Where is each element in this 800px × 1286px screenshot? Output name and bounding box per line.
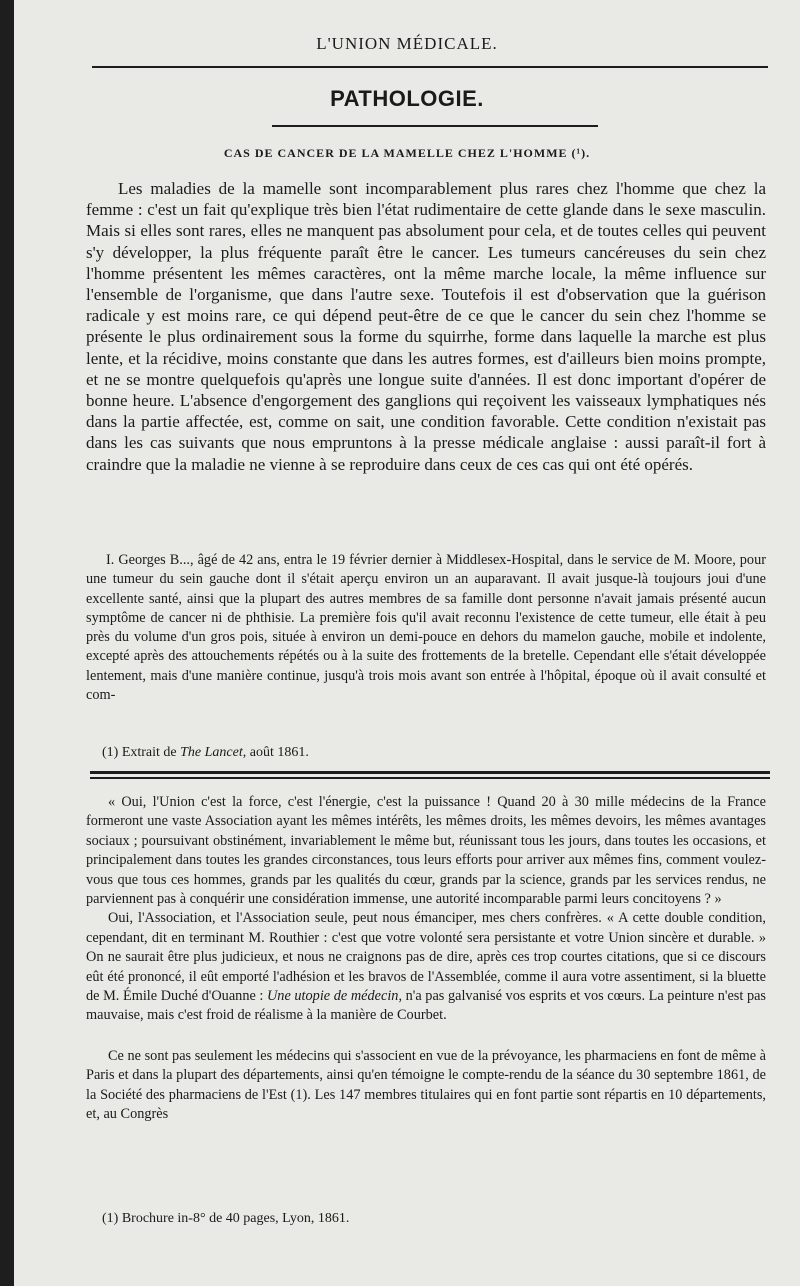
section-title: PATHOLOGIE. — [330, 86, 484, 111]
article-title-note-ref: (¹). — [571, 146, 591, 160]
article-footnote: (1) Extrait de The Lancet, août 1861. — [102, 745, 309, 760]
feuilleton-paragraph-2: Oui, l'Association, et l'Association seule, peut nous émanciper, mes chers confrères. « A cette double condition, cependant, dit en terminant M. Routhier : c'est que votre volonté sera persistante et votre Union sincère et durable. » On ne saurait être plus judicieux, et nous ne craignons pas de dire, après ces trop courtes citations, que si ce discours eût été prononcé, il eût emporté l'adhésion et les bravos de l'Assemblée, comme il aura votre assentiment, si la bluette de M. Émile Duché d'Ouanne : Une utopie de médecin, n'a pas galvanisé vos esprits et vos cœurs. La peinture n'est pas mauvaise, mais c'est froid de réalisme à la manière de Courbet. — [86, 910, 766, 1024]
newspaper-page — [14, 0, 800, 1286]
article-title-text: CAS DE CANCER DE LA MAMELLE CHEZ L'HOMME — [223, 146, 568, 160]
feuilleton-paragraph-3: Ce ne sont pas seulement les médecins qui s'associent en vue de la prévoyance, les pharmaciens en font de même à Paris et dans la plupart des départements, ainsi qu'en témoigne le compte-rendu de la séance du 30 septembre 1861, de la Société des pharmaciens de l'Est (1). Les 147 membres titulaires qui en font partie sont répartis en 10 départements, et, au Congrès — [86, 1047, 766, 1123]
section-title-underline — [272, 125, 598, 127]
case-paragraph: I. Georges B..., âgé de 42 ans, entra le 19 février dernier à Middlesex-Hospital, dans le service de M. Moore, pour une tumeur du sein gauche dont il s'était aperçu environ un an auparavant. Il avait jusque-là toujours joui d'une excellente santé, ainsi que la plupart des autres membres de sa famille dont personne n'avait jamais présenté aucun symptôme de cancer ni de phthisie. La première fois qu'il avait reconnu l'existence de cette tumeur, elle était à peu près du volume d'un gros pois, située à environ un demi-pouce en dehors du mamelon gauche, mobile et indolente, excepté après des attouchements répétés ou à la suite des frottements de la bretelle. Cependant elle s'était développée lentement, mais d'une manière continue, jusqu'à trois mois avant son entrée à l'hôpital, époque où il avait consulté et com- — [86, 552, 766, 704]
intro-paragraph: Les maladies de la mamelle sont incomparablement plus rares chez l'homme que chez la femme : c'est un fait qu'explique très bien l'état rudimentaire de cette glande dans le sexe masculin. Mais si elles sont rares, elles ne manquent pas absolument pour cela, et de toutes celles qui peuvent s'y développer, la plus fréquente paraît être le cancer. Les tumeurs cancéreuses du sein chez l'homme présentent les mêmes caractères, ont la même marche locale, la même influence sur l'ensemble de l'organisme, que dans l'autre sexe. Toutefois il est d'observation que la guérison radicale y est moins rare, ce qui dépend peut-être de ce que le cancer du sein chez l'homme se présente le plus ordinairement sous la forme du squirrhe, forme dans laquelle la marche est plus lente, et la récidive, moins constante que dans les autres formes, est d'ailleurs bien moins prompte, et ne se montre quelquefois qu'après une longue suite d'années. Il est donc important d'opérer de bonne heure. L'absence d'engorgement des ganglions qui reçoivent les vaisseaux lymphatiques nés dans la partie affectée, est, comme on sait, une condition favorable. Cette condition n'existait pas dans les cas suivants que nous empruntons à la presse médicale anglaise : aussi paraît-il fort à craindre que la maladie ne vienne à se reproduire dans ceux de ces cas qui ont été opérés. — [86, 179, 766, 474]
header-rule — [92, 66, 768, 68]
feuilleton-paragraph-1: « Oui, l'Union c'est la force, c'est l'énergie, c'est la puissance ! Quand 20 à 30 mille médecins de la France formeront une vaste Association ayant les mêmes intérêts, les mêmes droits, les mêmes devoirs, les mêmes avantages sociaux ; poursuivant obstinément, invariablement le même but, réunissant tous les jours, dans toutes les occasions, et principalement dans toutes les grandes circonstances, tous leurs efforts pour arriver aux mêmes fins, comment voulez-vous que tous ces hommes, grands par les qualités du cœur, grands par la science, grands par les services rendus, ne parviennent pas à conquérir une considération immense, une autorité incomparable parmi leurs concitoyens ? » — [86, 794, 766, 908]
running-header: L'UNION MÉDICALE. — [316, 34, 498, 53]
feuilleton-rule-top — [90, 771, 770, 774]
feuilleton-rule-bottom — [90, 777, 770, 779]
case-report — [86, 551, 766, 705]
footnote-source: The Lancet — [180, 745, 243, 760]
article-intro — [86, 178, 766, 475]
article-title — [14, 146, 800, 161]
cited-title: Une utopie de médecin — [266, 988, 399, 1005]
feuilleton-text — [86, 793, 766, 1125]
feuilleton-footnote: (1) Brochure in-8° de 40 pages, Lyon, 1861. — [102, 1211, 350, 1226]
